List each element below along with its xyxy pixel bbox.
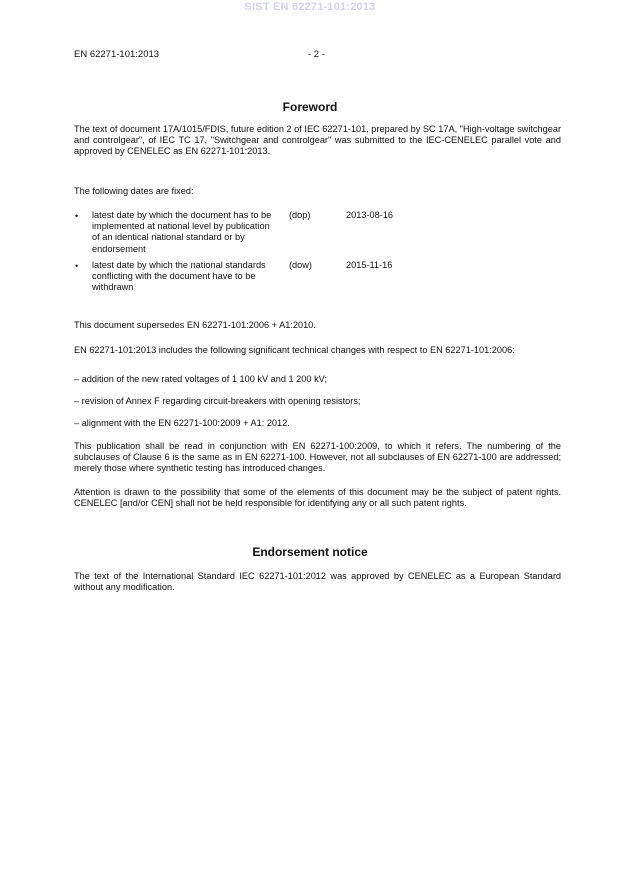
patent-text: Attention is drawn to the possibility that some of the elements of this document may be the subject of patent rights. CENELEC [and/or CEN] shall not be held responsible for identifying any or all such patent rights. xyxy=(74,487,561,509)
header-doc-id: EN 62271-101:2013 xyxy=(74,49,160,60)
header-page-number: - 2 - xyxy=(308,49,325,60)
bullet: • xyxy=(75,261,79,271)
dates-item-date: 2013-08-16 xyxy=(346,210,393,220)
conjunction-text: This publication shall be read in conjunction with EN 62271-100:2009, to which it refers. The numbering of the subclauses of Clause 6 is the same as in EN 62271-100. However, not all subclauses of EN 62271-100 are addressed; merely those where synthetic testing has introduced changes. xyxy=(74,441,561,474)
endorsement-title: Endorsement notice xyxy=(252,545,368,559)
dates-item-text: latest date by which the national standards conflicting with the document have to be withdrawn xyxy=(92,260,266,293)
dates-item-text: latest date by which the document has to be implemented at national level by publication of an identical national standard or by endorsement xyxy=(92,210,272,254)
dates-item-code: (dow) xyxy=(289,260,312,270)
dates-item-date: 2015-11-16 xyxy=(346,260,393,270)
foreword-title: Foreword xyxy=(282,100,338,114)
changes-intro: EN 62271-101:2013 includes the following significant technical changes with respect to EN 62271-101:2006: xyxy=(74,345,515,355)
bullet: • xyxy=(75,211,79,221)
dates-item-code: (dop) xyxy=(289,210,311,220)
dates-intro: The following dates are fixed: xyxy=(74,186,194,196)
supersedes-text: This document supersedes EN 62271-101:2006 + A1:2010. xyxy=(74,320,316,330)
foreword-intro: The text of document 17A/1015/FDIS, future edition 2 of IEC 62271-101, prepared by SC 17A, "High-voltage switchgear and controlgear", of IEC TC 17, "Switchgear and controlgear" was submitted to the IEC-CENELEC parallel vote and approved by CENELEC as EN 62271-101:2013. xyxy=(74,124,561,157)
watermark: SIST EN 62271-101:2013 xyxy=(244,1,376,13)
change-item: – revision of Annex F regarding circuit-breakers with opening resistors; xyxy=(74,396,361,406)
change-item: – alignment with the EN 62271-100:2009 + A1: 2012. xyxy=(74,418,290,428)
endorsement-text: The text of the International Standard IEC 62271-101:2012 was approved by CENELEC as a European Standard without any modification. xyxy=(74,571,561,593)
change-item: – addition of the new rated voltages of 1 100 kV and 1 200 kV; xyxy=(74,374,328,384)
dates-list xyxy=(0,210,620,300)
